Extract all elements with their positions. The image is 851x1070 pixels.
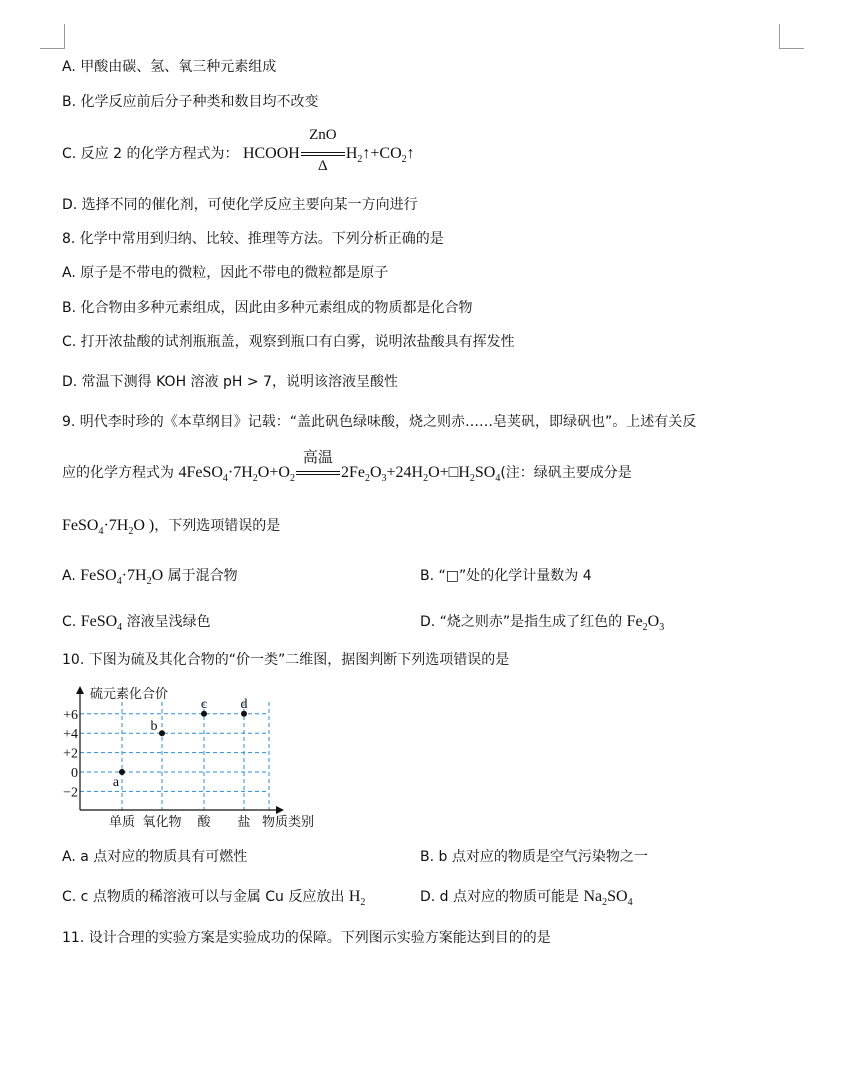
q10-option-a: A. a 点对应的物质具有可燃性 [62, 849, 248, 865]
q8-option-d: D. 常温下测得 KOH 溶液 pH > 7，说明该溶液呈酸性 [62, 374, 398, 390]
q11-stem: 11. 设计合理的实验方案是实验成功的保障。下列图示实验方案能达到目的的是 [62, 930, 551, 946]
q9-question: ，下列选项错误的是 [154, 518, 281, 534]
point-label-d: d [240, 696, 248, 712]
q10-option-c: C. c 点物质的稀溶液可以与金属 Cu 反应放出 $H_2$ [62, 888, 366, 908]
y-tick-label: +4 [63, 727, 78, 743]
green-vitriol-formula: $FeSO_4\cdot 7H_2O$ ) [62, 517, 155, 537]
x-tick-label: 单质 [108, 815, 136, 830]
q9-option-a-text: 属于混合物 [163, 568, 238, 584]
y-tick-label: +2 [63, 746, 78, 762]
point-label-a: a [112, 775, 120, 790]
heat-label: Δ [318, 158, 328, 175]
reaction-condition [301, 127, 345, 175]
q9-equation-prefix: 应的化学方程式为 [62, 465, 179, 481]
q10-stem: 10. 下图为硫及其化合物的“价一类”二维图，据图判断下列选项错误的是 [62, 652, 510, 668]
q9-option-a: A. $FeSO_4\cdot 7H_2O$ 属于混合物 [62, 567, 238, 587]
q8-option-b: B. 化合物由多种元素组成，因此由多种元素组成的物质都是化合物 [62, 300, 473, 316]
q7-option-d: D. 选择不同的催化剂，可使化学反应主要向某一方向进行 [62, 197, 418, 213]
corner-mark-right [779, 24, 804, 49]
catalyst-label: ZnO [309, 127, 337, 144]
q10-option-d: D. d 点对应的物质可能是 $Na_2SO_4$ [420, 888, 633, 908]
y-tick-label: 0 [71, 766, 78, 781]
q9-option-b: B. “□”处的化学计量数为 4 [420, 568, 592, 584]
data-point-b [159, 730, 165, 736]
y-tick-label: −2 [63, 785, 78, 801]
y-axis-label: 硫元素化合价 [90, 687, 169, 702]
x-axis-arrow [276, 806, 284, 814]
point-label-c: c [200, 696, 208, 712]
q9-option-d-text: D. “烧之则赤”是指生成了红色的 [420, 614, 627, 630]
q9-stem-end [62, 515, 280, 535]
q10-option-d-text: D. d 点对应的物质可能是 [420, 889, 584, 905]
y-tick-label: +6 [63, 707, 78, 723]
q7-option-c-prefix: C. 反应 2 的化学方程式为： [62, 146, 239, 162]
y-axis-arrow [76, 686, 84, 694]
q8-stem: 8. 化学中常用到归纳、比较、推理等方法。下列分析正确的是 [62, 231, 444, 247]
q7-equation: HCOOH ZnO Δ $H_2↑+CO_2↑$ [242, 127, 415, 175]
q9-equation-line [62, 450, 632, 484]
high-temp-label: 高温 [302, 450, 333, 467]
q9-equation: $4FeSO_4\cdot 7H_2O+O_2$ 高温 $2Fe_2O_3+24H_2O+□H_2SO_4$ [178, 464, 500, 481]
q8-option-c: C. 打开浓盐酸的试剂瓶瓶盖，观察到瓶口有白雾，说明浓盐酸具有挥发性 [62, 334, 515, 350]
q7-option-a: A. 甲酸由碳、氢、氧三种元素组成 [62, 59, 277, 75]
q8-option-a: A. 原子是不带电的微粒，因此不带电的微粒都是原子 [62, 265, 389, 281]
q9-stem: 9. 明代李时珍的《本草纲目》记载：“盖此矾色绿味酸，烧之则赤……皂荚矾，即绿矾也”。上述有关反 [62, 414, 697, 430]
x-tick-label: 酸 [197, 815, 211, 830]
x-tick-label: 氧化物 [142, 815, 182, 830]
q9-condition [296, 450, 340, 475]
q9-note: (注：绿矾主要成分是 [500, 465, 632, 481]
q10-option-b: B. b 点对应的物质是空气污染物之一 [420, 849, 648, 865]
data-point-a [119, 769, 125, 775]
q9-option-d: D. “烧之则赤”是指生成了红色的 $Fe_2O_3$ [420, 613, 665, 633]
q7-option-b: B. 化学反应前后分子种类和数目均不改变 [62, 94, 319, 110]
corner-mark-left [40, 24, 65, 49]
x-tick-label: 盐 [237, 815, 251, 830]
point-label-b: b [150, 719, 158, 735]
q9-option-c: C. FeSO$_4$ 溶液呈浅绿色 [62, 613, 211, 633]
q9-option-c-text: 溶液呈浅绿色 [122, 614, 211, 630]
x-axis-label: 物质类别 [262, 815, 315, 830]
valence-class-chart [58, 682, 338, 832]
chart-grid [80, 702, 269, 810]
q10-option-c-text: C. c 点物质的稀溶液可以与金属 Cu 反应放出 [62, 889, 349, 905]
q7-option-c [62, 127, 415, 175]
